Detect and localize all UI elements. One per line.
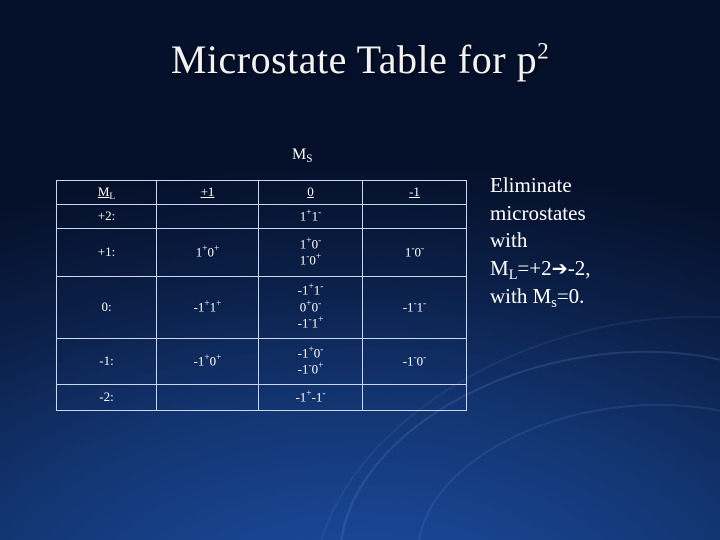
microstate-entry: 0+0- [299,298,322,315]
microstate-entry: -1-0+ [297,361,324,377]
row-label: -2: [57,384,157,410]
note-ml-value: =+2 [517,256,552,281]
cell-ms-plus-one: -1+0+ [157,338,259,384]
cell-ms-zero [259,276,363,338]
microstate-entry: -1+0- [297,344,324,360]
row-label: 0: [57,276,157,338]
page-title-superscript: 2 [537,38,550,65]
ms-axis-subscript: S [306,153,313,165]
header-ms-minus-one [363,181,467,205]
header-ms-minus-one-text: -1 [409,184,420,200]
page-title-text: Microstate Table for p [170,37,538,82]
row-label: +2: [57,204,157,228]
ms-axis-label [292,146,312,164]
header-ms-plus-one [157,181,259,205]
microstate-table [56,180,467,411]
table-row [57,204,467,228]
cell-ms-plus-one [157,384,259,410]
table-row [57,228,467,276]
header-ml-letter: M [97,184,110,199]
microstate-entry: -1+-1- [295,388,326,405]
microstate-entry: -1-1+ [297,315,324,331]
note-ml-subscript: L [508,267,518,284]
cell-ms-zero [259,384,363,410]
header-ms-zero-text: 0 [307,184,314,200]
microstate-entry: 1-0+ [299,252,322,268]
page-title [0,36,720,83]
note-ms-prefix: with M [490,283,552,308]
cell-ms-zero [259,204,363,228]
note-ms-value: =0. [556,283,585,308]
table-row [57,384,467,410]
note-line-1: Eliminate [490,173,572,197]
cell-ms-plus-one: -1+1+ [157,276,259,338]
header-ml-subscript: L [109,192,116,202]
cell-ms-minus-one: -1-0- [363,338,467,384]
cell-ms-plus-one: 1+0+ [157,228,259,276]
note-ml-letter: M [490,256,509,281]
header-ml [57,181,157,205]
arrow-right-icon: ➔ [551,257,568,281]
microstate-entry: -1+1- [297,282,324,298]
note-line-2: microstates [490,200,586,225]
note-line-4 [490,255,705,283]
elimination-note [490,172,705,311]
microstate-entry: 1+1- [299,207,322,224]
cell-ms-plus-one [157,204,259,228]
cell-ms-minus-one [363,204,467,228]
ms-axis-letter: M [292,146,307,163]
table-row [57,276,467,338]
cell-ms-zero [259,228,363,276]
header-ms-zero [259,181,363,205]
row-label: +1: [57,228,157,276]
header-ms-plus-one-text: +1 [200,184,215,200]
microstate-entry: 1+0- [299,235,322,251]
note-ml-value-end: -2, [567,256,591,281]
cell-ms-minus-one [363,384,467,410]
cell-ms-minus-one: 1-0- [363,228,467,276]
note-ms-subscript: s [551,294,557,311]
cell-ms-zero [259,338,363,384]
table-header-row [57,181,467,205]
note-line-5 [490,283,705,311]
cell-ms-minus-one: -1-1- [363,276,467,338]
table-row [57,338,467,384]
row-label: -1: [57,338,157,384]
note-line-3: with [490,228,528,253]
